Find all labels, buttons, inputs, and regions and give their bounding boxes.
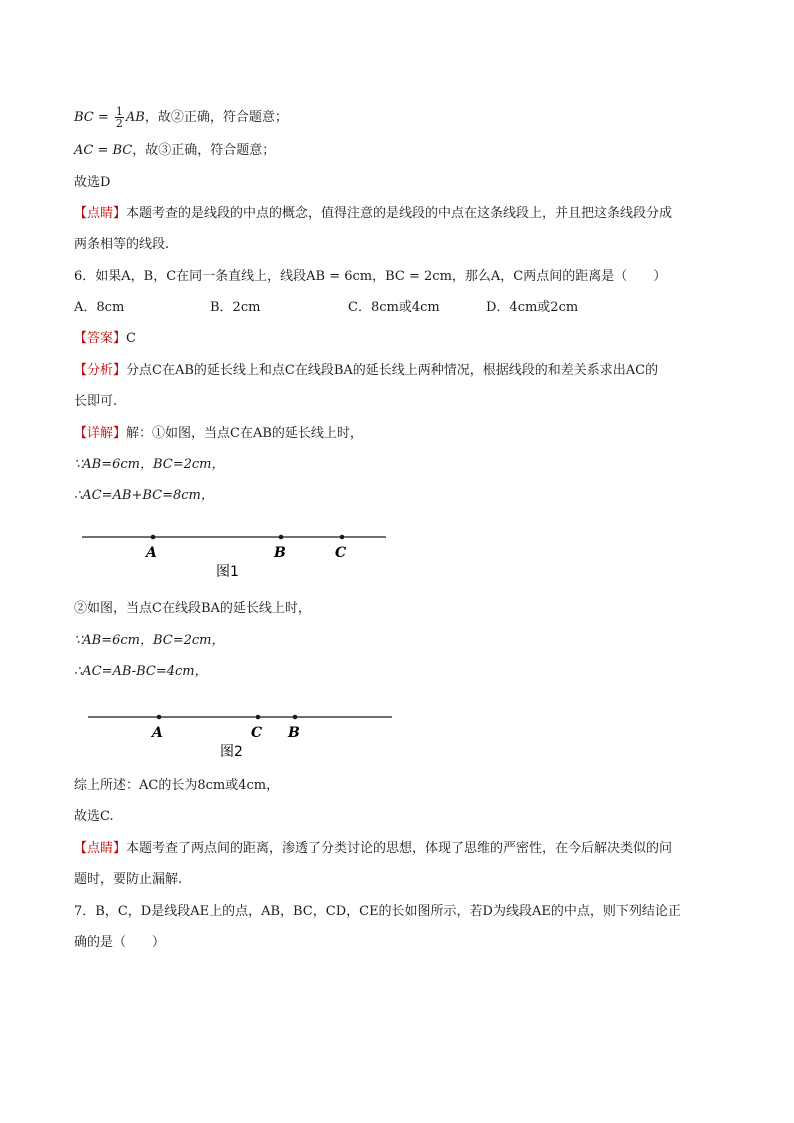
- detail-text: 解：①如图，当点C在AB的延长线上时，: [126, 426, 363, 441]
- q6-analysis-line-2: 长即可.: [74, 394, 118, 409]
- fig2-label-a: A: [152, 725, 163, 741]
- q6-option-b: B．2cm: [210, 300, 261, 315]
- q5-line-1-text: ，故②正确，符合题意；: [144, 110, 288, 125]
- q5-line-2: [74, 142, 275, 160]
- q6-stem: 6．如果A，B，C在同一条直线上，线段AB = 6cm，BC = 2cm，那么A，C两点间的距离是（ ）: [74, 269, 667, 284]
- fig2-point-a: [157, 715, 162, 720]
- math-bc-eq: BC =: [74, 110, 109, 125]
- figure-2: [86, 704, 396, 764]
- case2-result: ∴AC=AB-BC=4cm，: [74, 664, 208, 679]
- q6-option-c: C．8cm或4cm: [348, 300, 440, 315]
- case1-result: ∴AC=AB+BC=8cm，: [74, 488, 214, 503]
- q6-summary: 综上所述：AC的长为8cm或4cm，: [74, 778, 280, 793]
- figure-1: [80, 524, 390, 584]
- q5-remark-line-2: 两条相等的线段.: [74, 237, 170, 252]
- remark-tag-2: 【点睛】: [74, 841, 127, 856]
- remark-tag: 【点睛】: [74, 206, 127, 221]
- fig1-label-c: C: [335, 545, 347, 561]
- remark-text-2: 本题考查了两点间的距离，渗透了分类讨论的思想，体现了思维的严密性，在今后解决类似的问: [126, 841, 673, 856]
- fig1-point-c: [340, 535, 345, 540]
- fig2-label-c: C: [251, 725, 263, 741]
- analysis-text: 分点C在AB的延长线上和点C在线段BA的延长线上两种情况，根据线段的和差关系求出AC的: [126, 363, 659, 378]
- fig1-point-a: [151, 535, 156, 540]
- q6-option-d: D．4cm或2cm: [486, 300, 579, 315]
- fig1-caption: 图1: [216, 564, 239, 580]
- q6-choose: 故选C.: [74, 809, 114, 824]
- q7-stem-line-2: 确的是（ ）: [74, 935, 166, 950]
- fraction-one-half: [115, 106, 124, 129]
- math-ab: AB: [125, 110, 145, 125]
- q5-remark-line-1: [74, 205, 672, 223]
- fraction-denominator: 2: [115, 117, 123, 130]
- fig1-point-b: [279, 535, 284, 540]
- fig1-label-a: A: [146, 545, 157, 561]
- math-ac-eq-bc: AC = BC: [74, 143, 133, 158]
- q7-stem-line-1: 7．B，C，D是线段AE上的点，AB，BC，CD，CE的长如图所示，若D为线段AE的中点，则下列结论正: [74, 904, 681, 919]
- case1-given: ∵AB=6cm，BC=2cm，: [74, 457, 225, 472]
- fig2-caption: 图2: [220, 744, 243, 760]
- case2-given: ∵AB=6cm，BC=2cm，: [74, 633, 225, 648]
- analysis-tag: 【分析】: [74, 363, 127, 378]
- q6-answer: [74, 330, 136, 348]
- answer-value: C: [126, 331, 136, 346]
- q5-line-2-text: ，故③正确，符合题意；: [132, 143, 276, 158]
- q5-choose: 故选D: [74, 175, 111, 190]
- fraction-numerator: 1: [115, 105, 123, 118]
- q6-analysis-line-1: [74, 362, 658, 380]
- fig2-point-b: [293, 715, 298, 720]
- fig1-label-b: B: [274, 545, 286, 561]
- q6-option-a: A．8cm: [74, 300, 125, 315]
- q6-remark-line-2: 题时，要防止漏解.: [74, 872, 183, 887]
- q6-detail-line-2: ②如图，当点C在线段BA的延长线上时，: [74, 601, 311, 616]
- q6-remark-line-1: [74, 840, 672, 858]
- answer-tag: 【答案】: [74, 331, 127, 346]
- q5-line-1: [74, 106, 288, 129]
- q6-detail-line-1: [74, 425, 363, 443]
- fig2-label-b: B: [288, 725, 300, 741]
- detail-tag: 【详解】: [74, 426, 127, 441]
- fig2-point-c: [256, 715, 261, 720]
- remark-text: 本题考查的是线段的中点的概念，值得注意的是线段的中点在这条线段上，并且把这条线段分成: [126, 206, 673, 221]
